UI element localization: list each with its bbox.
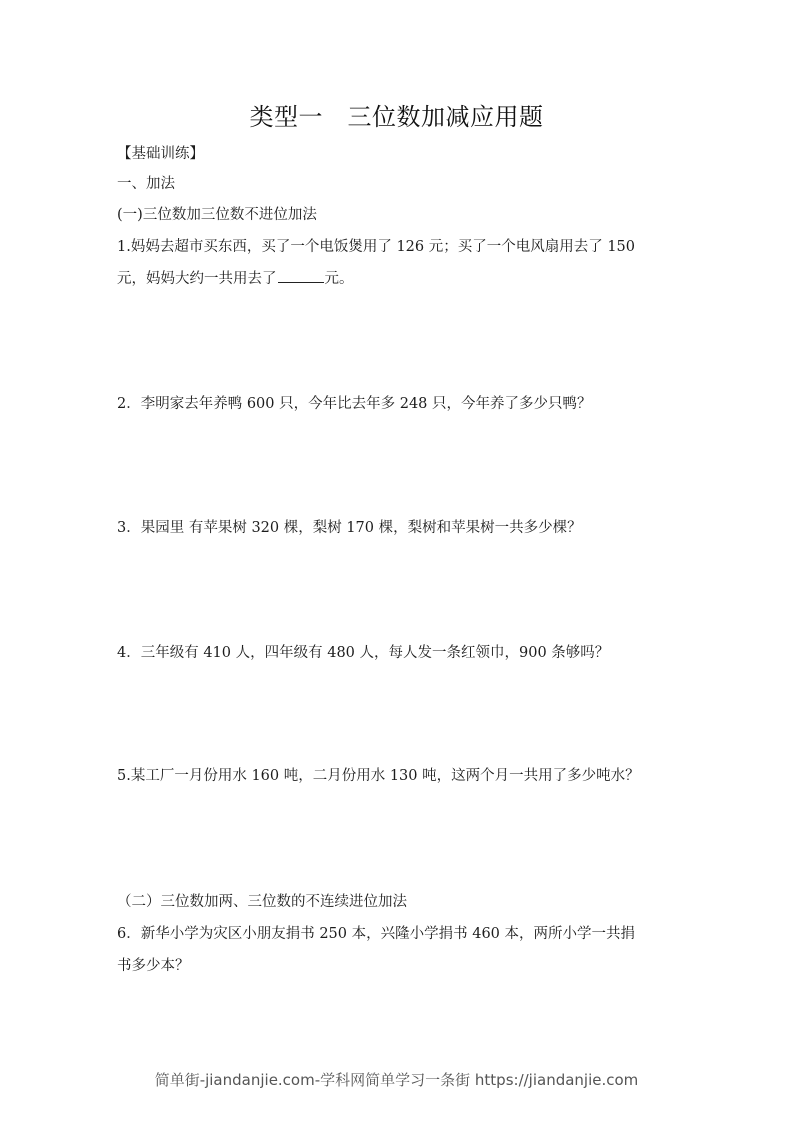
question-1-text-after-blank: 元。: [324, 271, 354, 287]
section-label: 【基础训练】: [117, 146, 204, 162]
question-1-line-2: [117, 268, 354, 290]
page-footer: 简单街-jiandanjie.com-学科网简单学习一条街 https://jiandanjie.com: [154, 1071, 639, 1089]
question-1-line-1: 1.妈妈去超市买东西，买了一个电饭煲用了 126 元；买了一个电风扇用去了 150: [117, 239, 636, 255]
subsection-heading-1: (一)三位数加三位数不进位加法: [117, 207, 317, 223]
question-1-text-before-blank: 元，妈妈大约一共用去了: [117, 271, 277, 287]
question-6-line-2: 书多少本？: [117, 958, 190, 974]
question-5: 5.某工厂一月份用水 160 吨，二月份用水 130 吨，这两个月一共用了多少吨水？: [117, 768, 640, 784]
page-title: 类型一 三位数加减应用题: [249, 103, 544, 131]
question-4: 4．三年级有 410 人，四年级有 480 人，每人发一条红领巾，900 条够吗？: [117, 645, 610, 661]
question-6-line-1: 6．新华小学为灾区小朋友捐书 250 本，兴隆小学捐书 460 本，两所小学一共捐: [117, 926, 636, 942]
question-3: 3．果园里 有苹果树 320 棵，梨树 170 棵，梨树和苹果树一共多少棵？: [117, 520, 582, 536]
answer-blank: [278, 268, 324, 283]
part-heading: 一、加法: [117, 176, 175, 192]
question-2: 2．李明家去年养鸭 600 只，今年比去年多 248 只，今年养了多少只鸭？: [117, 396, 592, 412]
subsection-heading-2: （二）三位数加两、三位数的不连续进位加法: [117, 894, 407, 910]
